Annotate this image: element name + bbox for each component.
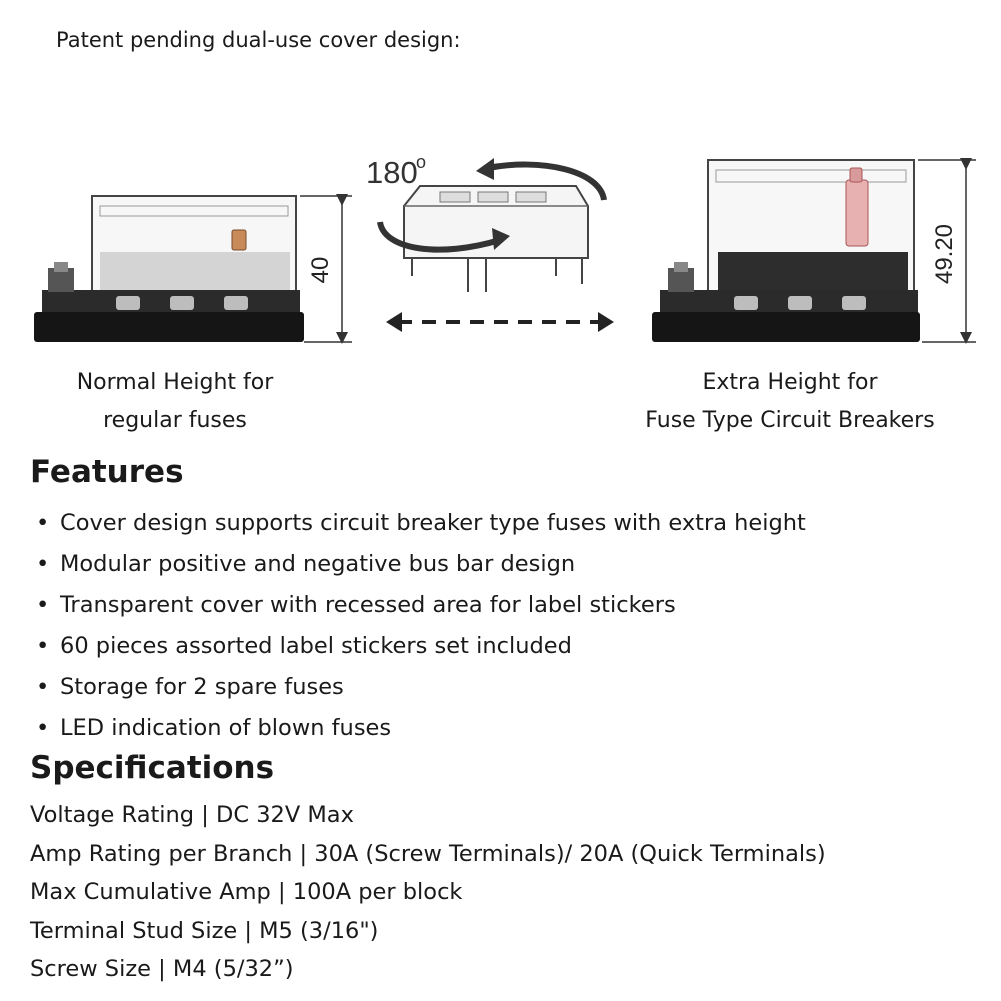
caption-line: regular fuses <box>103 408 247 433</box>
intro-text: Patent pending dual-use cover design: <box>56 28 461 52</box>
list-item <box>36 626 806 667</box>
spec-value: M5 (3/16") <box>259 917 379 944</box>
feature-text: Cover design supports circuit breaker type fuses with extra height <box>60 510 806 536</box>
circuit-breaker-icon <box>846 180 868 246</box>
spec-separator: | <box>278 879 286 905</box>
list-item <box>36 667 806 708</box>
spec-label: Amp Rating per Branch <box>30 840 293 867</box>
spec-label: Max Cumulative Amp <box>30 879 271 905</box>
feature-text: LED indication of blown fuses <box>60 715 392 741</box>
features-list <box>36 503 806 749</box>
spec-label: Voltage Rating <box>30 802 195 828</box>
normal-height-block <box>34 196 352 342</box>
spec-row <box>30 912 826 951</box>
feature-text: Modular positive and negative bus bar design <box>60 551 576 577</box>
bullet: • <box>36 633 50 659</box>
feature-text: Transparent cover with recessed area for label stickers <box>60 592 676 618</box>
list-item <box>36 503 806 544</box>
spec-row <box>30 796 826 835</box>
spec-row <box>30 950 826 989</box>
caption-line: Normal Height for <box>76 370 274 395</box>
right-dimension-label: 49.20 <box>931 223 958 285</box>
extra-height-block <box>652 160 976 342</box>
list-item <box>36 544 806 585</box>
bullet: • <box>36 674 50 700</box>
fuse-icon <box>232 230 246 250</box>
list-item <box>36 708 806 749</box>
cover-diagram <box>0 0 1001 360</box>
spec-value: M4 (5/32”) <box>172 956 294 982</box>
specifications-heading: Specifications <box>30 750 275 786</box>
spec-row <box>30 873 826 912</box>
spec-separator: | <box>299 840 308 867</box>
rotation-unit: o <box>416 152 427 172</box>
bullet: • <box>36 551 50 577</box>
bullet: • <box>36 592 50 618</box>
bullet: • <box>36 715 50 741</box>
feature-text: Storage for 2 spare fuses <box>60 674 344 700</box>
spec-value: 30A (Screw Terminals)/ 20A (Quick Terminals) <box>314 840 826 867</box>
spec-value: 100A per block <box>292 879 463 905</box>
caption-line: Fuse Type Circuit Breakers <box>645 408 935 433</box>
spec-separator: | <box>244 917 252 944</box>
feature-text: 60 pieces assorted label stickers set included <box>60 633 572 659</box>
features-heading: Features <box>30 454 184 490</box>
left-dimension-label: 40 <box>307 256 334 284</box>
spec-separator: | <box>201 802 209 828</box>
flip-cover <box>366 152 614 332</box>
rotation-label: 180 <box>366 155 418 190</box>
spec-row <box>30 835 826 874</box>
extra-height-caption <box>610 364 970 440</box>
spec-label: Screw Size <box>30 956 151 982</box>
spec-separator: | <box>158 956 166 982</box>
bullet: • <box>36 510 50 536</box>
normal-height-caption <box>30 364 320 440</box>
spec-value: DC 32V Max <box>216 802 354 828</box>
spec-label: Terminal Stud Size <box>30 917 238 944</box>
specifications-list <box>30 796 826 989</box>
caption-line: Extra Height for <box>702 370 878 395</box>
list-item <box>36 585 806 626</box>
